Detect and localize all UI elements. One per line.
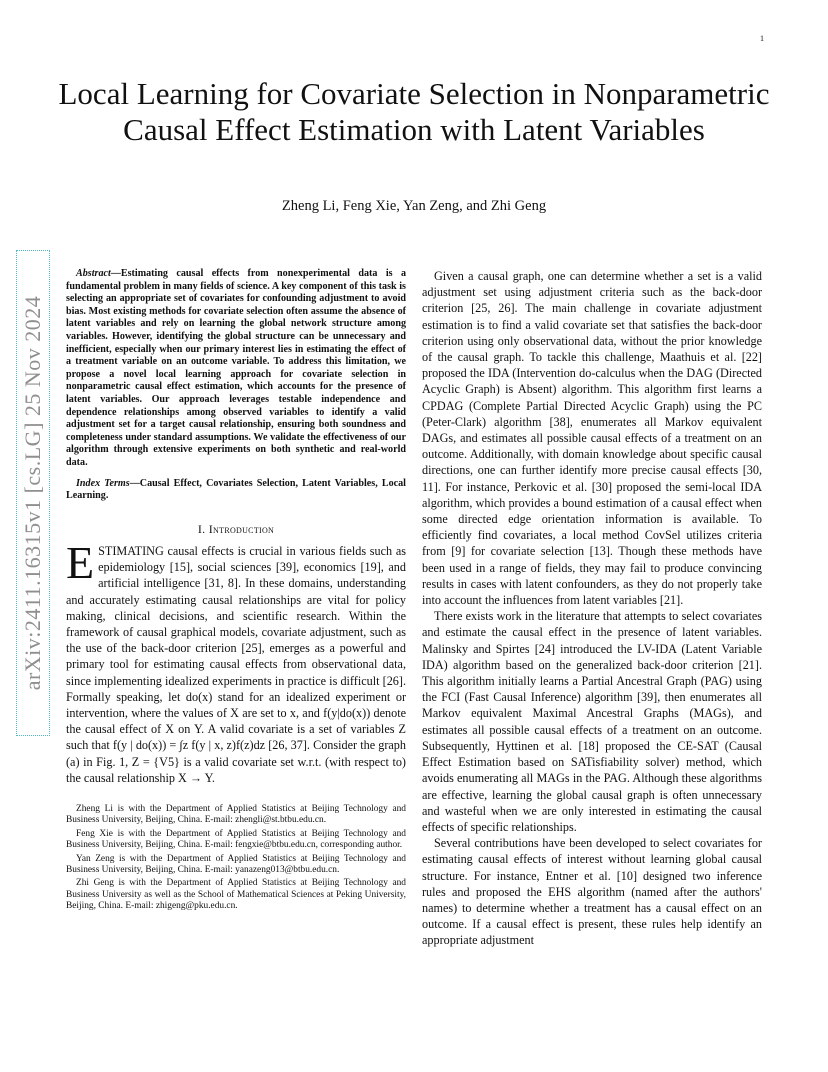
abstract [66, 268, 406, 470]
index-terms-text: —Causal Effect, Covariates Selection, Latent Variables, Local Learning. [66, 477, 406, 502]
author-footnotes [66, 804, 406, 913]
abstract-text: —Estimating causal effects from nonexperimental data is a fundamental problem in many fields of science. A key component of this task is selecting an appropriate set of covariates for confounding adjustment to avoid bias. Most existing methods for covariate selection often assume the absence of latent variables and rely on learning the global network structure among variables. However, identifying the global structure can be unnecessary and inefficient, especially when our primary interest lies in estimating the effect of a treatment variable on an outcome variable. To address this limitation, we propose a novel local learning approach for covariate selection in nonparametric causal effect estimation, which accounts for the presence of latent variables. Our approach leverages testable independence and dependence relationships among observed variables to identify a valid adjustment set for a target causal relationship, ensuring both soundness and completeness under standard assumptions. We validate the effectiveness of our algorithm through extensive experiments on both synthetic and real-world data. [66, 268, 406, 468]
footnote: Zhi Geng is with the Department of Applied Statistics at Beijing Technology and Business University as well as the School of Mathematical Sciences at Peking University, Beijing, China. E-mail: zhigeng@pku.edu.cn. [66, 878, 406, 912]
left-column [66, 268, 406, 915]
abstract-label: Abstract [76, 268, 111, 279]
intro-paragraph-text: STIMATING causal effects is crucial in various fields such as epidemiology [15], social sciences [39], economics [19], and artificial intelligence [31, 8]. In these domains, understanding and accurately estimating causal relationships are vital for policy making, clinical decisions, and scientific research. Within the framework of causal graphical models, covariate adjustment, such as the use of the back-door criterion [25], emerges as a powerful and primary tool for estimating causal effects from observational data, since implementing idealized experiments in practice is difficult [26]. Formally speaking, let do(x) stand for an idealized experiment or intervention, where the values of X are set to x, and f(y|do(x)) denote the causal effect of X on Y. A valid covariate is a set of variables Z such that f(y | do(x)) = ∫z f(y | x, z)f(z)dz [26, 37]. Consider the graph (a) in Fig. 1, Z = {V5} is a valid covariate set w.r.t. (with respect to) the causal relationship X → Y. [66, 543, 406, 785]
body-paragraph: Given a causal graph, one can determine whether a set is a valid adjustment set using adjustment criteria such as the back-door criterion [25, 26]. The main challenge in covariate adjustment estimation is to find a valid covariate set that satisfies the back-door criterion using only observational data, without the prior knowledge of the causal graph. To tackle this challenge, Maathuis et al. [22] proposed the IDA (Intervention do-calculus when the DAG (Directed Acyclic Graph) is Absent) algorithm. This algorithm first learns a CPDAG (Complete Partial Directed Acyclic Graph) using the PC (Peter-Clark) algorithm [38], enumerates all Markov equivalent DAGs, and estimates all possible causal effects of a treatment on an outcome. Additionally, with domain knowledge about specific causal directions, one can further identify more precise causal effects [30, 11]. For instance, Perkovic et al. [30] proposed the semi-local IDA algorithm, which provides a bound estimation of a causal effect when some directed edge orientation information is available. To efficiently find covariates, a local method CovSel utilizes criteria from [9] for covariate selection [13]. Though these methods have been used in a range of fields, they may fail to produce convincing results in cases with latent confounders, as they do not properly take into account the influences from latent variables [21]. [422, 269, 762, 608]
paper-authors: Zheng Li, Feng Xie, Yan Zeng, and Zhi Geng [281, 198, 547, 214]
footnote: Yan Zeng is with the Department of Applied Statistics at Beijing Technology and Business University, Beijing, China. E-mail: yanazeng013@btbu.edu.cn. [66, 853, 406, 875]
intro-paragraph [66, 536, 406, 786]
paper-title: Local Learning for Covariate Selection in Nonparametric Causal Effect Estimation with Latent Variables [58, 76, 770, 147]
index-terms-label: Index Terms [76, 477, 130, 489]
drop-cap: E [66, 536, 95, 588]
footnote: Feng Xie is with the Department of Applied Statistics at Beijing Technology and Business University, Beijing, China. E-mail: fengxie@btbu.edu.cn, corresponding author. [66, 828, 406, 851]
section-heading-introduction: I. Introduction [197, 521, 275, 536]
index-terms [66, 478, 406, 503]
body-paragraph: Several contributions have been developed to select covariates for estimating causal effects of interest without learning global causal structure. For instance, Entner et al. [10] designed two inference rules and proposed the EHS algorithm (named after the authors' names) to determine whether a treatment has a causal effect on an outcome. If a causal effect is present, these rules help identify an appropriate adjustment [422, 836, 762, 948]
right-column [422, 268, 762, 949]
page-number: 1 [760, 34, 764, 43]
arxiv-identifier: arXiv:2411.16315v1 [cs.LG] 25 Nov 2024 [20, 295, 45, 691]
footnote: Zheng Li is with the Department of Applied Statistics at Beijing Technology and Business University, Beijing, China. E-mail: zhengli@st.btbu.edu.cn. [66, 803, 406, 826]
arxiv-stamp [16, 250, 50, 736]
body-paragraph: There exists work in the literature that attempts to select covariates and estimate the causal effect in the presence of latent variables. Malinsky and Spirtes [24] introduced the LV-IDA (Latent Variable IDA) algorithm based on the generalized back-door criterion [21]. This algorithm initially learns a Partial Ancestral Graph (PAG) using the FCI (Fast Causal Inference) algorithm [39], then enumerates all Markov equivalent Maximal Ancestral Graphs (MAGs), and estimates all possible causal effects of a treatment on an outcome. Subsequently, Hyttinen et al. [18] proposed the CE-SAT (Causal Effect Estimation based on SATisfiability solver) method, which avoids enumerating all MAGs in the PAG. Although these algorithms are effective, learning the global causal graph is often unnecessary and wasteful when we are only interested in estimating the causal effects of specific relationships. [422, 609, 762, 834]
